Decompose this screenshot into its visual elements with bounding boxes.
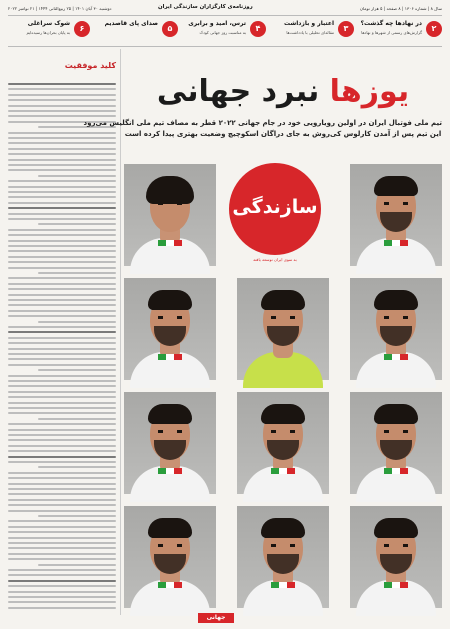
text-line <box>8 283 116 285</box>
text-line <box>8 445 116 447</box>
text-line <box>8 294 116 296</box>
text-line <box>8 83 116 85</box>
teaser-title: در نهادها چه گذشت؟ <box>360 20 422 27</box>
text-line <box>8 531 116 533</box>
text-line <box>8 180 116 182</box>
text-line <box>8 105 116 107</box>
text-line <box>8 213 116 215</box>
text-line <box>8 142 116 144</box>
teaser-item[interactable] <box>272 19 354 43</box>
date-line: دوشنبه ۳۰ آبان ۱۴۰۱ | ۲۵ ربیع‌الثانی ۱۴۴۴ | ۲۱ نوامبر ۲۰۲۲ <box>8 6 112 11</box>
teaser-item[interactable] <box>184 19 266 43</box>
text-line <box>8 450 116 452</box>
text-line <box>8 342 116 344</box>
text-line <box>8 477 116 479</box>
text-line <box>38 272 116 274</box>
text-line <box>8 558 116 560</box>
text-line <box>8 110 116 112</box>
text-line <box>8 153 116 155</box>
text-line <box>8 310 116 312</box>
text-line <box>8 326 116 328</box>
masthead-strip <box>8 4 442 14</box>
text-line <box>8 547 116 549</box>
text-line <box>8 591 116 593</box>
text-line <box>8 331 116 333</box>
text-line <box>8 299 116 301</box>
text-line <box>8 472 116 474</box>
text-line <box>8 385 116 387</box>
goalkeeper-portrait <box>237 278 329 380</box>
text-line <box>8 423 116 425</box>
text-line <box>8 132 116 134</box>
text-line <box>8 191 116 193</box>
text-line <box>8 456 116 458</box>
text-line <box>8 520 116 522</box>
player-portrait <box>124 164 216 266</box>
text-line <box>8 337 116 339</box>
text-line <box>8 267 116 269</box>
text-line <box>38 515 116 517</box>
text-line <box>8 196 116 198</box>
text-line <box>8 580 116 582</box>
text-line <box>38 564 116 566</box>
logo-wordmark: سازندگی <box>232 196 318 218</box>
masthead-slogan: روزنامه‌ی کارگزاران سازندگی ایران <box>158 4 253 10</box>
teaser-subtitle: به پایان بحران‌ها رسیده‌ایم <box>26 30 70 35</box>
text-line <box>8 218 116 220</box>
text-line <box>8 412 116 414</box>
player-portrait <box>124 506 216 608</box>
text-line <box>8 483 116 485</box>
teaser-item[interactable] <box>360 19 442 43</box>
teaser-bar <box>8 15 442 47</box>
section-badge: جهانی <box>198 613 234 623</box>
text-line <box>8 348 116 350</box>
text-line <box>8 159 116 161</box>
teaser-subtitle: به مناسبت روز جهانی کودک <box>199 30 246 35</box>
issue-line: سال ۸ | شماره ۱۳۰۶ | ۸ صفحه | ۵ هزار تومان <box>359 6 442 11</box>
text-line <box>8 240 116 242</box>
text-line <box>38 223 116 225</box>
text-line <box>8 94 116 96</box>
player-portrait <box>237 392 329 494</box>
teaser-page-number: ۵ <box>162 21 178 37</box>
text-line <box>8 250 116 252</box>
teaser-title: صدای پای قاصدیم <box>104 20 158 27</box>
teaser-title: شوک سراغلی <box>27 20 70 27</box>
text-line <box>8 169 116 171</box>
text-line <box>8 380 116 382</box>
main-headline <box>124 76 442 108</box>
player-portrait <box>350 278 442 380</box>
player-portrait <box>350 392 442 494</box>
text-line <box>38 466 116 468</box>
text-line <box>8 99 116 101</box>
player-portrait <box>350 506 442 608</box>
text-line <box>8 364 116 366</box>
text-line <box>8 396 116 398</box>
teaser-subtitle: گزارش‌های رسمی از شهرها و نهادها <box>361 30 422 35</box>
teaser-title: اعتبار و بازداشت <box>283 20 334 27</box>
text-line <box>8 391 116 393</box>
text-line <box>8 601 116 603</box>
player-portrait <box>237 506 329 608</box>
text-line <box>8 353 116 355</box>
text-line <box>8 504 116 506</box>
text-line <box>8 137 116 139</box>
lede-line: این تیم پس از آمدن کارلوس کی‌روش به جای دراگان اسکوچیچ وضعیت بهتری پیدا کرده است <box>124 130 442 138</box>
text-line <box>8 186 116 188</box>
text-line <box>8 358 116 360</box>
player-portrait <box>124 392 216 494</box>
teaser-page-number: ۶ <box>74 21 90 37</box>
text-line <box>8 488 116 490</box>
teaser-page-number: ۴ <box>250 21 266 37</box>
side-article-body <box>8 49 116 615</box>
teaser-title: ترس، امید و برابری <box>188 20 246 27</box>
column-divider <box>120 49 121 615</box>
text-line <box>8 261 116 263</box>
text-line <box>8 402 116 404</box>
teaser-page-number: ۳ <box>338 21 354 37</box>
text-line <box>8 256 116 258</box>
side-article-column <box>8 49 116 615</box>
player-portrait <box>124 278 216 380</box>
logo-tagline: به سوی ایران توسعه یافته <box>253 257 297 262</box>
text-line <box>8 542 116 544</box>
text-line <box>8 439 116 441</box>
main-headline-lead: نبرد جهانی <box>156 74 320 109</box>
sazandegi-logo <box>225 161 325 268</box>
text-line <box>38 369 116 371</box>
text-line <box>8 229 116 231</box>
text-line <box>8 202 116 204</box>
text-line <box>8 164 116 166</box>
text-line <box>8 434 116 436</box>
text-line <box>8 315 116 317</box>
text-line <box>8 148 116 150</box>
text-line <box>8 288 116 290</box>
player-portrait <box>350 164 442 266</box>
teaser-subtitle: مقاله‌ای تحلیلی با یادداشت‌ها <box>286 30 334 35</box>
side-article-headline: کلید موفقیت <box>64 61 116 70</box>
text-line <box>8 569 116 571</box>
teaser-page-number: ۲ <box>426 21 442 37</box>
text-line <box>8 234 116 236</box>
text-line <box>8 461 116 463</box>
text-line <box>8 407 116 409</box>
text-line <box>8 375 116 377</box>
text-line <box>8 493 116 495</box>
text-line <box>8 526 116 528</box>
text-line <box>8 553 116 555</box>
lede-line: تیم ملی فوتبال ایران در اولین رویارویی خود در جام جهانی ۲۰۲۲ قطر به مصاف تیم ملی انگلیس می‌رود <box>83 119 442 127</box>
text-line <box>8 596 116 598</box>
text-line <box>8 499 116 501</box>
teaser-item[interactable] <box>96 19 178 43</box>
text-line <box>8 245 116 247</box>
text-line <box>8 277 116 279</box>
main-lede <box>83 118 442 160</box>
text-line <box>38 175 116 177</box>
text-line <box>8 429 116 431</box>
text-line <box>8 607 116 609</box>
text-line <box>8 88 116 90</box>
text-line <box>8 574 116 576</box>
main-headline-highlight: یوزها <box>329 74 410 109</box>
text-line <box>8 537 116 539</box>
text-line <box>8 585 116 587</box>
text-line <box>38 418 116 420</box>
text-line <box>8 207 116 209</box>
text-line <box>38 321 116 323</box>
teaser-item[interactable] <box>8 19 90 43</box>
text-line <box>8 304 116 306</box>
text-line <box>8 510 116 512</box>
